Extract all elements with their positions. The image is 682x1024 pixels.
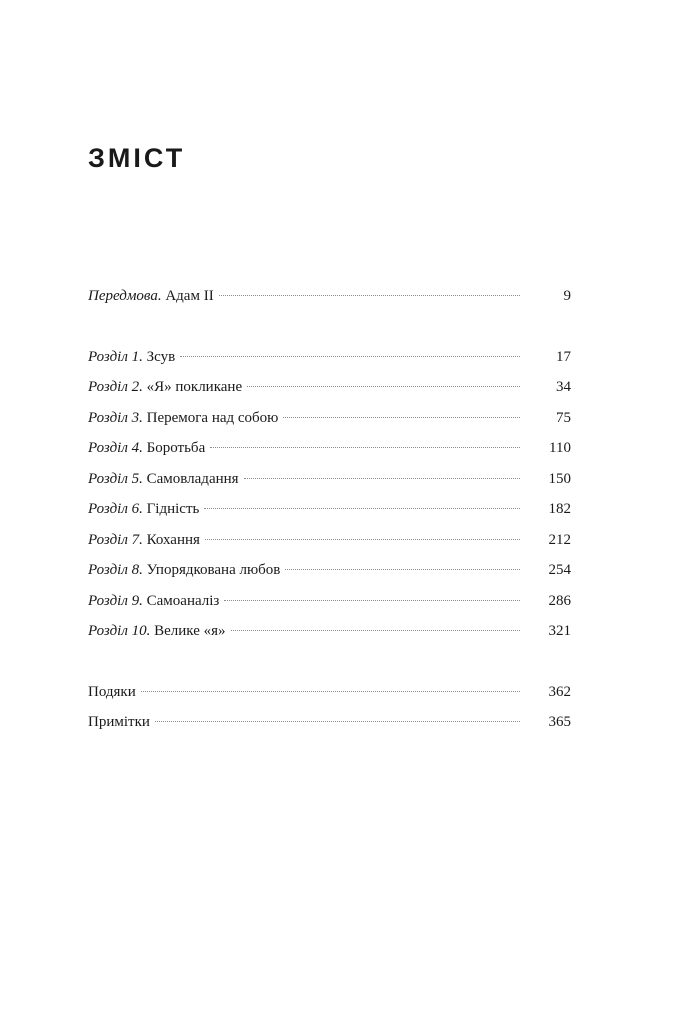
toc-entry-chapter-5[interactable]	[88, 471, 571, 502]
toc-entry-prefix: Розділ 5.	[88, 470, 143, 487]
toc-page-number: 286	[548, 592, 571, 609]
toc-entry-title: «Я» покликане	[146, 379, 243, 395]
dot-leader	[224, 600, 520, 601]
toc-entry-preface[interactable]	[88, 288, 571, 319]
table-of-contents	[88, 288, 571, 745]
toc-entry-title: Зсув	[146, 348, 176, 365]
toc-entry-label	[88, 349, 175, 366]
toc-entry-chapter-1[interactable]	[88, 349, 571, 380]
toc-entry-chapter-10[interactable]	[88, 623, 571, 654]
toc-page-number: 110	[549, 440, 571, 456]
toc-entry-chapter-2[interactable]	[88, 379, 571, 410]
toc-page-number: 182	[548, 501, 571, 517]
toc-entry-notes[interactable]	[88, 714, 571, 745]
dot-leader	[283, 417, 520, 418]
toc-entry-chapter-7[interactable]	[88, 532, 571, 563]
toc-entry-title: Упорядкована любов	[146, 562, 281, 578]
toc-entry-chapter-8[interactable]	[88, 562, 571, 593]
dot-leader	[219, 295, 520, 296]
toc-entry-title: Велике «я»	[154, 623, 226, 639]
toc-entry-title: Перемога над собою	[146, 409, 279, 426]
toc-entry-label	[88, 379, 242, 396]
toc-entry-label	[88, 714, 150, 731]
dot-leader	[247, 386, 520, 387]
toc-entry-title: Адам II	[165, 288, 214, 304]
page-title: ЗМІСТ	[88, 143, 186, 173]
toc-page-number: 150	[548, 470, 571, 487]
dot-leader	[285, 569, 520, 570]
toc-entry-label	[88, 532, 200, 549]
toc-entry-title: Кохання	[146, 531, 200, 548]
toc-page-number: 17	[556, 348, 571, 365]
toc-entry-title: Гідність	[146, 501, 200, 517]
toc-page-number: 9	[563, 288, 571, 304]
dot-leader	[141, 691, 520, 692]
dot-leader	[204, 508, 520, 509]
toc-entry-chapter-6[interactable]	[88, 501, 571, 532]
toc-entry-acknowledgments[interactable]	[88, 684, 571, 715]
toc-entry-label	[88, 593, 219, 610]
toc-entry-prefix: Розділ 1.	[88, 348, 143, 365]
toc-page-number: 321	[548, 623, 571, 639]
toc-page-number: 34	[556, 379, 571, 395]
toc-entry-prefix: Передмова.	[88, 288, 162, 304]
toc-page-number: 254	[548, 562, 571, 578]
toc-entry-prefix: Розділ 2.	[88, 379, 143, 395]
toc-entry-label	[88, 410, 278, 427]
toc-entry-prefix: Розділ 6.	[88, 501, 143, 517]
toc-entry-label	[88, 562, 280, 579]
toc-entry-chapter-4[interactable]	[88, 440, 571, 471]
toc-entry-chapter-3[interactable]	[88, 410, 571, 441]
toc-entry-title: Самоаналіз	[146, 592, 220, 609]
toc-entry-label	[88, 501, 199, 518]
toc-page-number: 212	[548, 531, 571, 548]
dot-leader	[180, 356, 520, 357]
toc-entry-title: Подяки	[88, 683, 136, 700]
toc-entry-chapter-9[interactable]	[88, 593, 571, 624]
toc-entry-title: Боротьба	[146, 440, 206, 456]
dot-leader	[155, 721, 520, 722]
toc-entry-title: Примітки	[88, 714, 150, 730]
dot-leader	[244, 478, 520, 479]
toc-page-number: 75	[556, 409, 571, 426]
toc-entry-prefix: Розділ 9.	[88, 592, 143, 609]
toc-entry-prefix: Розділ 7.	[88, 531, 143, 548]
toc-entry-title: Самовладання	[146, 470, 239, 487]
dot-leader	[205, 539, 520, 540]
toc-entry-label	[88, 288, 214, 305]
toc-entry-prefix: Розділ 4.	[88, 440, 143, 456]
toc-entry-label	[88, 440, 205, 457]
toc-entry-label	[88, 623, 226, 640]
dot-leader	[231, 630, 520, 631]
toc-page-number: 362	[548, 683, 571, 700]
toc-entry-label	[88, 684, 136, 701]
toc-page-number: 365	[548, 714, 571, 730]
toc-entry-label	[88, 471, 239, 488]
dot-leader	[210, 447, 520, 448]
toc-entry-prefix: Розділ 8.	[88, 562, 143, 578]
toc-entry-prefix: Розділ 10.	[88, 623, 151, 639]
toc-entry-prefix: Розділ 3.	[88, 409, 143, 426]
